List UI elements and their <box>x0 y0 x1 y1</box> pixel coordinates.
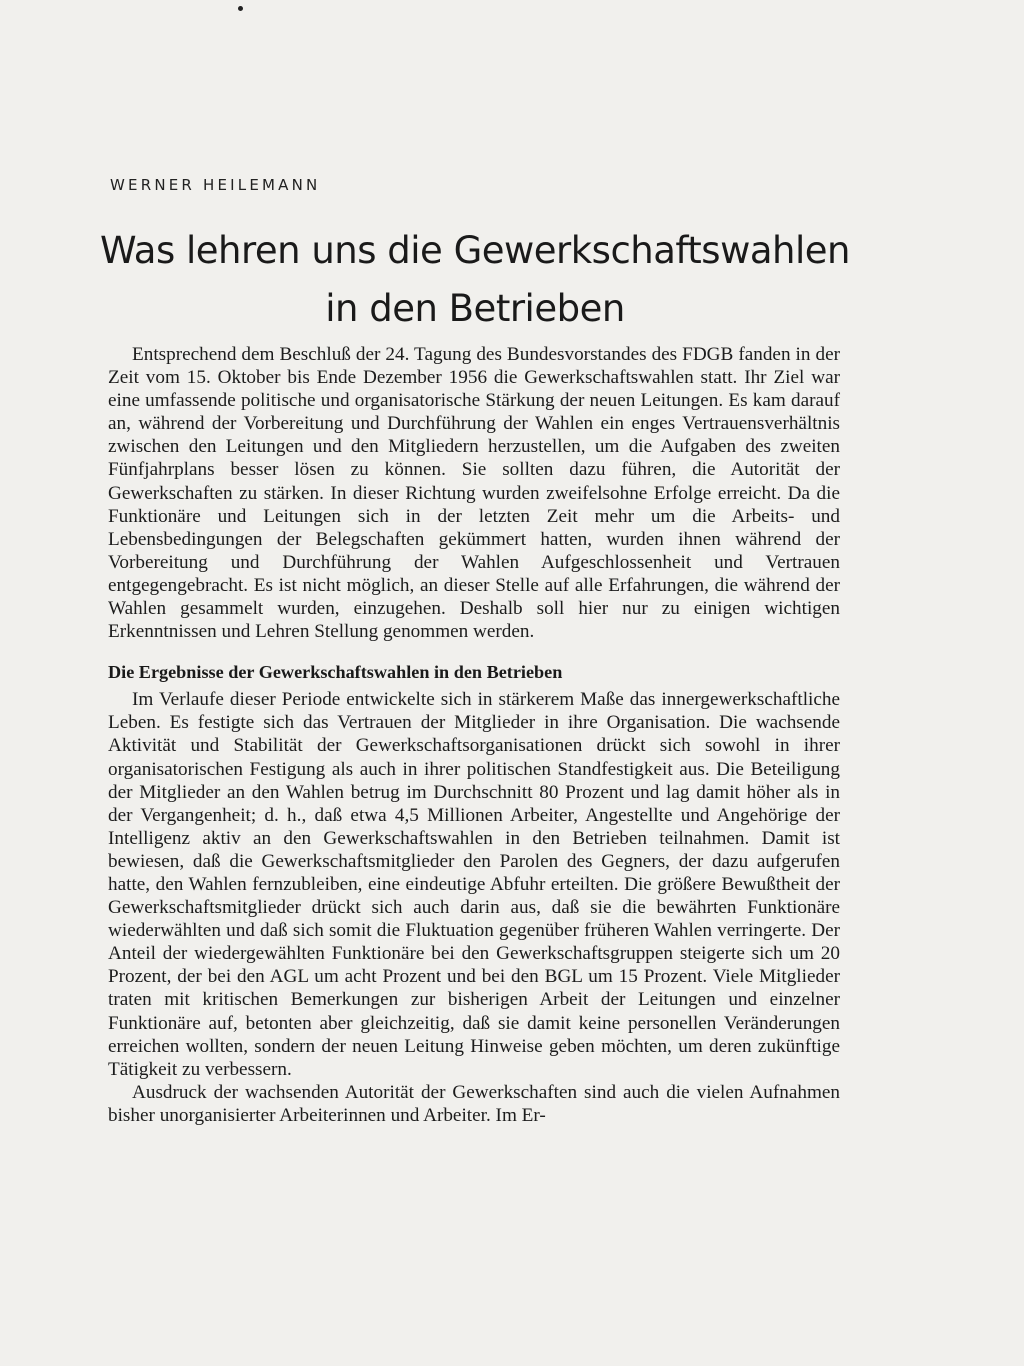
article-title <box>80 222 870 338</box>
section-paragraph-1: Im Verlaufe dieser Periode entwickelte sich in stärkerem Maße das innergewerkschaftliche Leben. Es festigte sich das Vertrauen der Mitglieder in ihre Organisation. Die wachsende Aktivität und Stabilität der Gewerkschaftsorganisationen drückt sich sowohl in ihrer organisatorischen Festigung als auch in ihrer politischen Standfestigkeit aus. Die Beteiligung der Mitglieder an den Wahlen betrug im Durchschnitt 80 Prozent und lag damit höher als in der Vergangenheit; d. h., daß etwa 4,5 Millionen Arbeiter, Angestellte und Angehörige der Intelligenz aktiv an den Gewerkschaftswahlen in den Betrieben teilnahmen. Damit ist bewiesen, daß die Gewerkschaftsmitglieder den Parolen des Gegners, der dazu aufgerufen hatte, den Wahlen fernzubleiben, eine eindeutige Abfuhr erteilten. Die größere Bewußtheit der Gewerkschaftsmitglieder drückt sich auch darin aus, daß sie die bewährten Funktionäre wiederwählten und daß sich somit die Fluktuation gegenüber früheren Wahlen verringerte. Der Anteil der wiedergewählten Funktionäre bei den Gewerkschaftsgruppen steigerte sich um 20 Prozent, der bei den AGL um acht Prozent und bei den BGL um 15 Prozent. Viele Mitglieder traten mit kritischen Bemerkungen zur bisherigen Arbeit der Leitungen und einzelner Funktionäre auf, betonten aber gleichzeitig, daß sie damit keine personellen Veränderungen erreichen wollten, sondern der neuen Leitung Hinweise geben möchten, um deren zukünftige Tätigkeit zu verbessern. <box>108 689 840 1080</box>
author-name: WERNER HEILEMANN <box>110 176 321 194</box>
title-line-2: in den Betrieben <box>325 287 625 330</box>
intro-paragraph: Entsprechend dem Beschluß der 24. Tagung des Bundesvorstandes des FDGB fanden in der Zeit vom 15. Oktober bis Ende Dezember 1956 die Gewerkschaftswahlen statt. Ihr Ziel war eine umfassende politische und organisatorische Stärkung der neuen Leitungen. Es kam darauf an, während der Vorbereitung und Durchführung der Wahlen ein enges Vertrauensverhältnis zwischen den Leitungen und den Mitgliedern herzustellen, um die Aufgaben des zweiten Fünfjahrplans besser lösen zu können. Sie sollten dazu führen, die Autorität der Gewerkschaften zu stärken. In dieser Richtung wurden zweifelsohne Erfolge erreicht. Da die Funktionäre und Leitungen sich in der letzten Zeit mehr um die Arbeits- und Lebensbedingungen der Belegschaften gekümmert hatten, wurden ihnen während der Vorbereitung und Durchführung der Wahlen Aufgeschlossenheit und Vertrauen entgegengebracht. Es ist nicht möglich, an dieser Stelle auf alle Erfahrungen, die während der Wahlen gesammelt wurden, einzugehen. Deshalb soll hier nur zu einigen wichtigen Erkenntnissen und Lehren Stellung genommen werden. <box>108 344 840 643</box>
ink-speck <box>238 6 243 11</box>
section-heading: Die Ergebnisse der Gewerkschaftswahlen in den Betrieben <box>108 662 563 683</box>
article-body <box>108 343 840 1127</box>
title-line-1: Was lehren uns die Gewerkschaftswahlen <box>100 229 850 272</box>
section-paragraph-2: Ausdruck der wachsenden Autorität der Gewerkschaften sind auch die vielen Aufnahmen bisher unorganisierter Arbeiterinnen und Arbeiter. Im Er- <box>108 1081 840 1126</box>
